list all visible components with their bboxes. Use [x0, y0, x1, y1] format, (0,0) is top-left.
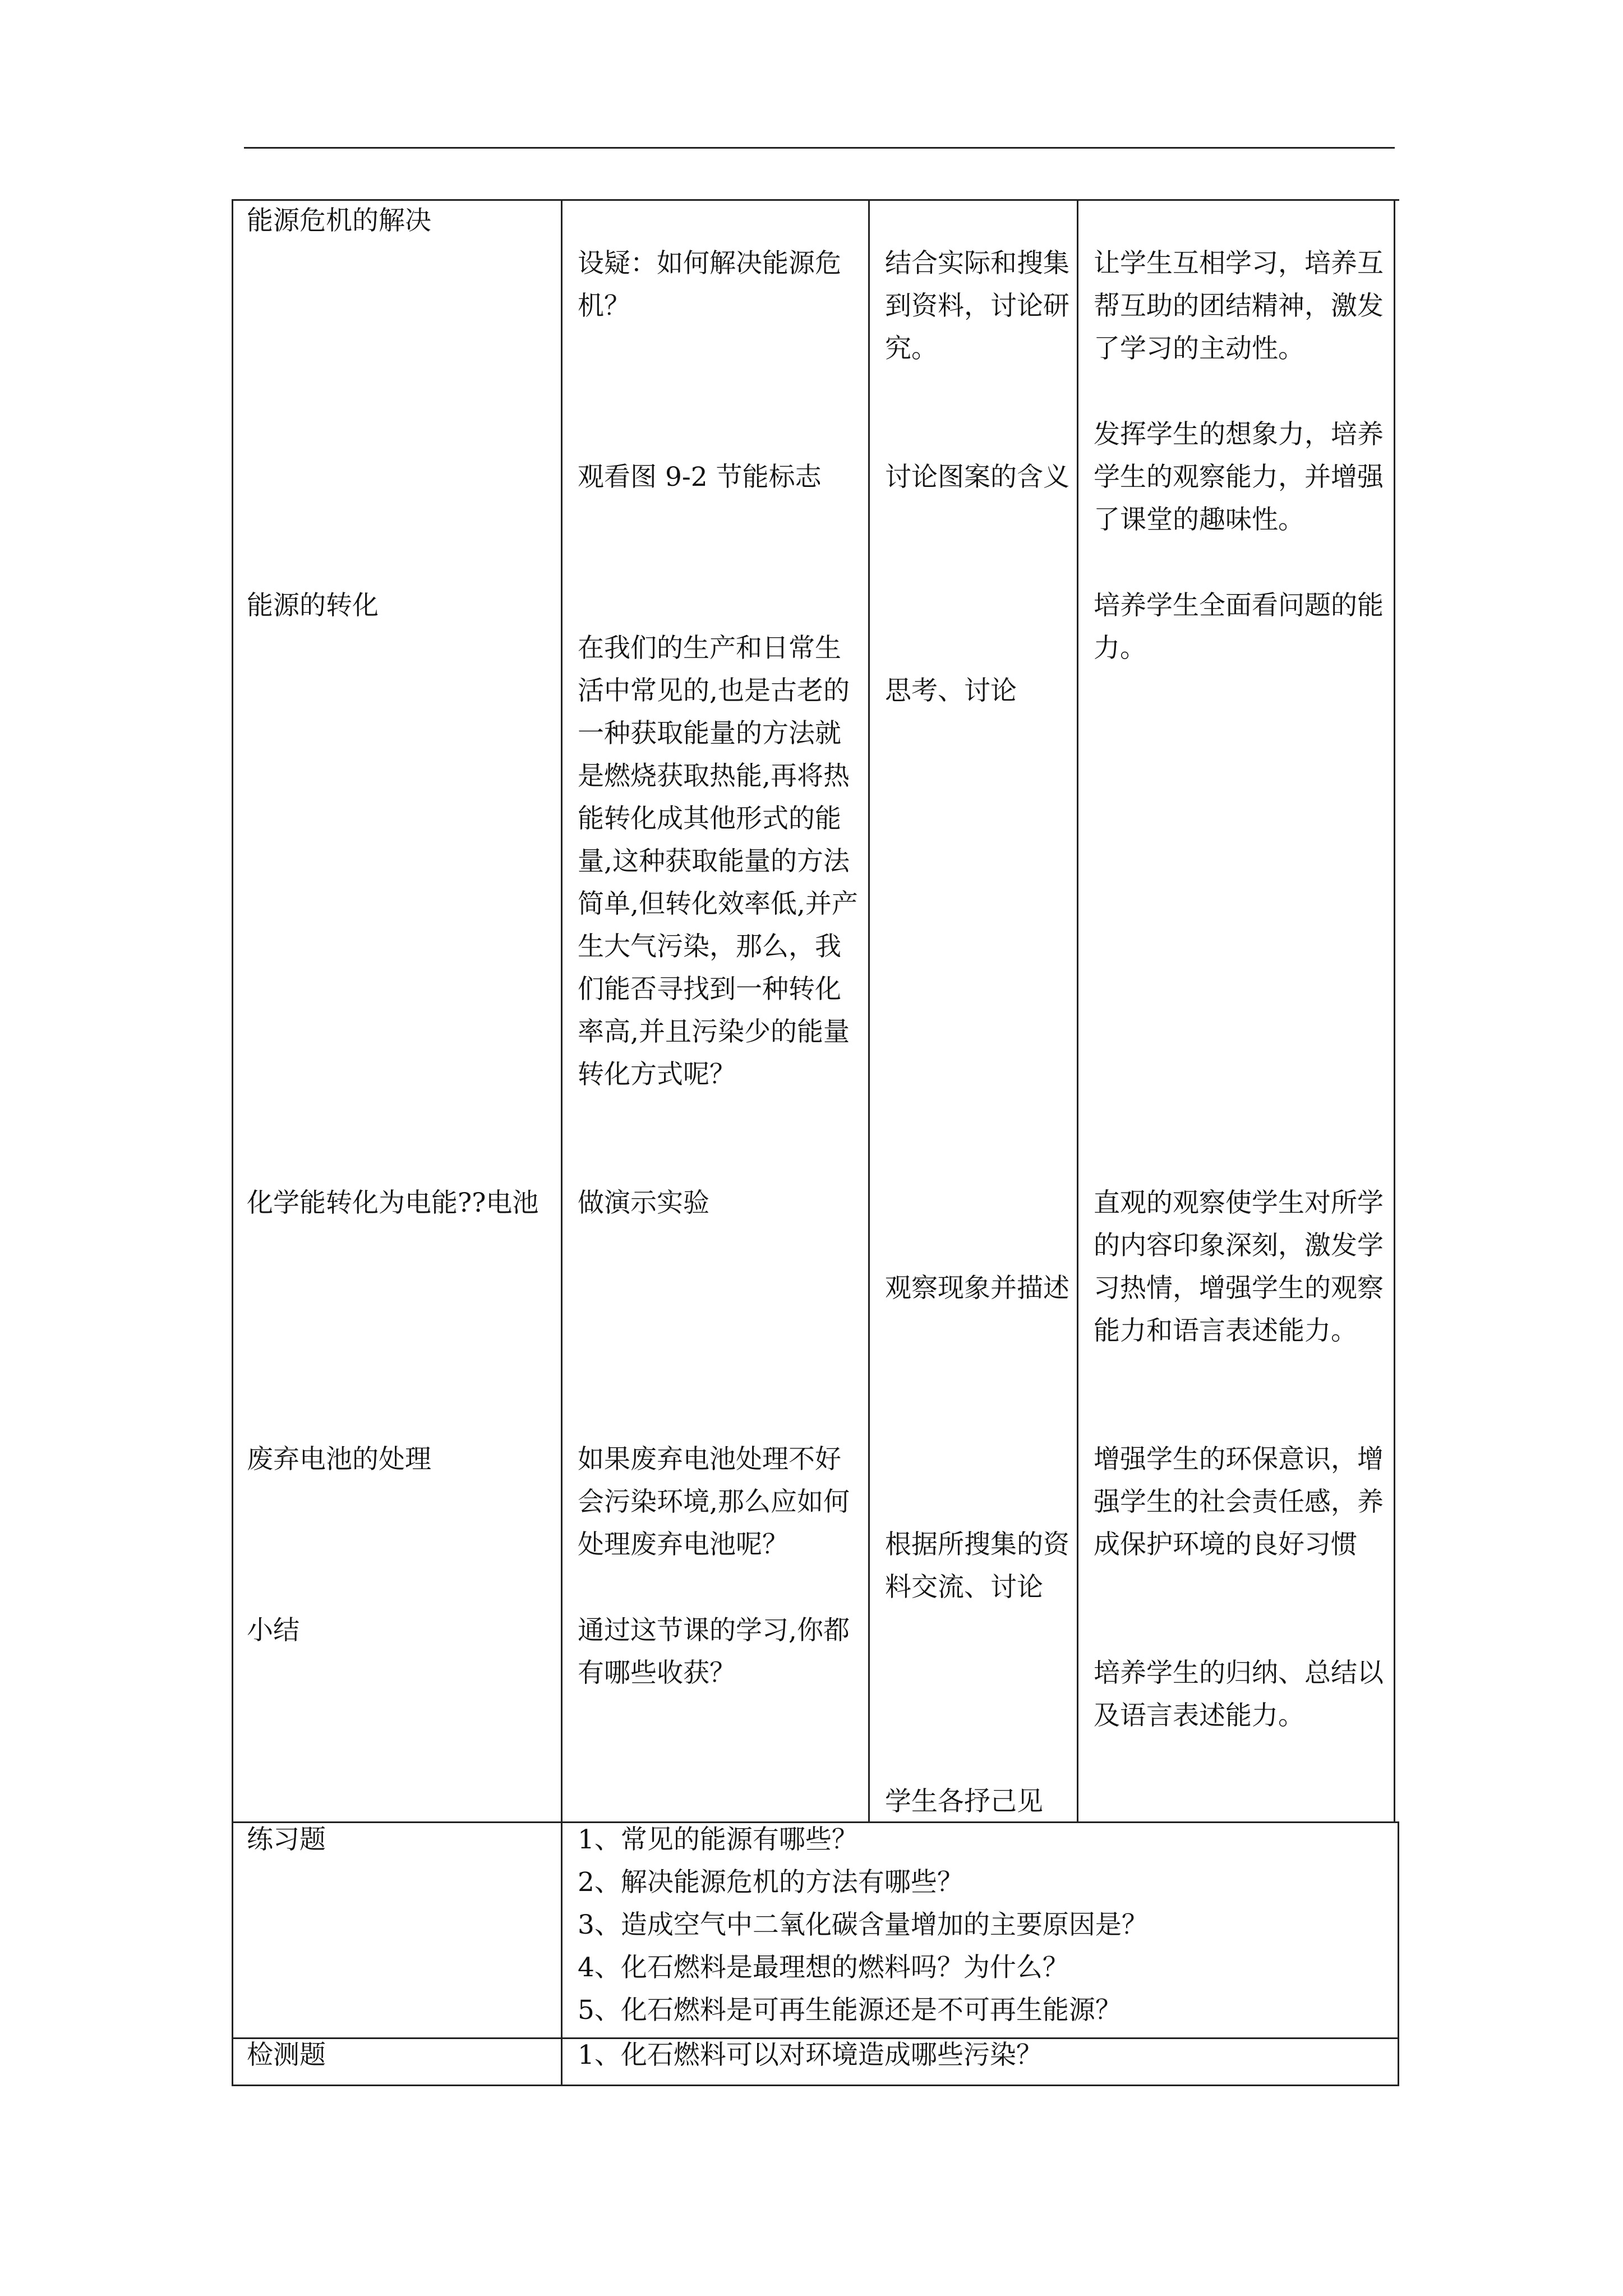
header-rule: [244, 147, 1395, 149]
exercise-item: 3、造成空气中二氧化碳含量增加的主要原因是？: [578, 1910, 1148, 1940]
table-border-bottom: [232, 2085, 1399, 2086]
test-item: 1、化石燃料可以对环境造成哪些污染？: [578, 2040, 1043, 2070]
student-research-discuss: 结合实际和搜集到资料，讨论研究。: [885, 248, 1069, 364]
topic-summary: 小结: [247, 1615, 299, 1646]
intent-overall-view: 培养学生全面看问题的能力。: [1094, 590, 1384, 664]
teacher-waste-question: 如果废弃电池处理不好会污染环境,那么应如何处理废弃电池呢？: [578, 1444, 850, 1560]
student-think-discuss: 思考、讨论: [885, 675, 1017, 706]
exercise-item: 2、解决能源危机的方法有哪些？: [578, 1867, 963, 1898]
teacher-demo-experiment: 做演示实验: [578, 1188, 709, 1218]
topic-chemical-to-electric: 化学能转化为电能??电池: [247, 1188, 539, 1218]
intent-imagination: 发挥学生的想象力，培养学生的观察能力，并增强了课堂的趣味性。: [1094, 419, 1384, 535]
intent-observation: 直观的观察使学生对所学的内容印象深刻，激发学习热情，增强学生的观察能力和语言表述能力。: [1094, 1188, 1384, 1346]
exercises-label: 练习题: [247, 1824, 326, 1855]
intent-mutual-learning: 让学生互相学习，培养互帮互助的团结精神，激发了学习的主动性。: [1094, 248, 1384, 364]
table-border-left: [232, 199, 233, 2086]
exercise-item: 1、常见的能源有哪些？: [578, 1824, 858, 1855]
table-border-right-upper: [1394, 199, 1395, 1823]
test-label: 检测题: [247, 2040, 326, 2070]
table-border-right-lower: [1398, 1821, 1399, 2086]
student-exchange-discuss: 根据所搜集的资料交流、讨论: [885, 1529, 1069, 1603]
intent-environmental: 增强学生的环保意识，增强学生的社会责任感，养成保护环境的良好习惯: [1094, 1444, 1384, 1560]
teacher-logo-figure: 观看图 9-2 节能标志: [578, 462, 822, 493]
teacher-summary-question: 通过这节课的学习,你都有哪些收获？: [578, 1615, 850, 1688]
exercise-item: 5、化石燃料是可再生能源还是不可再生能源？: [578, 1995, 1122, 2026]
topic-energy-conversion: 能源的转化: [247, 590, 379, 621]
teacher-conversion-text: 在我们的生产和日常生活中常见的,也是古老的一种获取能量的方法就是燃烧获取热能,再将热能转化成其他形式的能量,这种获取能量的方法简单,但转化效率低,并产生大气污染，那么，我们能否寻找到一种转化率高,并且污染少的能量转化方式呢？: [578, 633, 858, 1090]
student-observe-describe: 观察现象并描述: [885, 1273, 1069, 1304]
exercise-item: 4、化石燃料是最理想的燃料吗？为什么？: [578, 1952, 1069, 1983]
table-divider-col3: [1077, 199, 1078, 1823]
table-divider-col2: [868, 199, 870, 1823]
topic-waste-battery: 废弃电池的处理: [247, 1444, 431, 1475]
intent-summarize: 培养学生的归纳、总结以及语言表述能力。: [1094, 1658, 1384, 1731]
student-logo-discuss: 讨论图案的含义: [885, 462, 1069, 493]
topic-energy-crisis: 能源危机的解决: [247, 205, 431, 236]
teacher-question-crisis: 设疑：如何解决能源危机？: [578, 248, 841, 321]
student-share-views: 学生各抒己见: [885, 1786, 1043, 1817]
table-divider-col1: [561, 199, 562, 2086]
